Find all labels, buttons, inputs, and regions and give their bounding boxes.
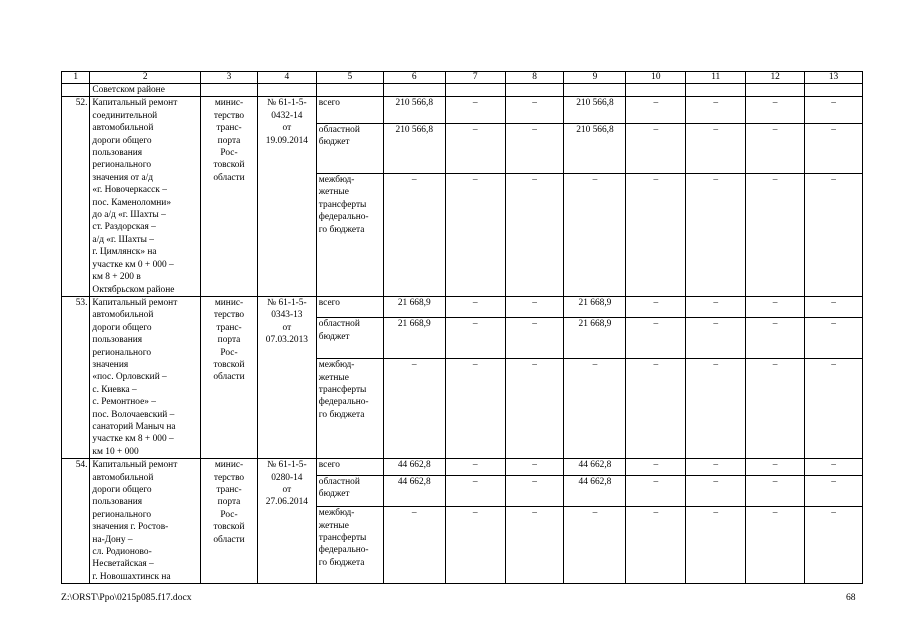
value-col8: – xyxy=(505,97,564,123)
cell-empty xyxy=(257,84,316,97)
value-col6: – xyxy=(383,359,445,459)
value-col12: – xyxy=(746,475,805,507)
value-col12: – xyxy=(746,318,805,359)
value-col13: – xyxy=(805,296,863,317)
value-col13: – xyxy=(805,123,863,173)
value-col7: – xyxy=(445,97,505,123)
cell-empty xyxy=(62,84,90,97)
value-col9: 210 566,8 xyxy=(564,123,626,173)
continuation-row xyxy=(62,84,863,97)
value-col9: 21 668,9 xyxy=(564,296,626,317)
column-number: 5 xyxy=(316,72,383,84)
column-number: 10 xyxy=(626,72,686,84)
cell-empty xyxy=(383,84,445,97)
value-col13: – xyxy=(805,459,863,475)
cell-empty xyxy=(564,84,626,97)
value-col10: – xyxy=(626,173,686,296)
value-col10: – xyxy=(626,475,686,507)
value-col11: – xyxy=(686,173,746,296)
value-col10: – xyxy=(626,459,686,475)
entry-number: 52. xyxy=(62,97,90,297)
value-col11: – xyxy=(686,359,746,459)
value-col10: – xyxy=(626,296,686,317)
value-col11: – xyxy=(686,97,746,123)
value-col6: – xyxy=(383,507,445,584)
cell-empty xyxy=(505,84,564,97)
table-row xyxy=(62,459,863,475)
column-number: 13 xyxy=(805,72,863,84)
funding-source: межбюд- жетные трансферты федерально- го бюджета xyxy=(316,507,383,584)
value-col13: – xyxy=(805,359,863,459)
value-col10: – xyxy=(626,97,686,123)
budget-table xyxy=(61,71,863,584)
value-col7: – xyxy=(445,359,505,459)
value-col13: – xyxy=(805,507,863,584)
value-col11: – xyxy=(686,123,746,173)
value-col11: – xyxy=(686,459,746,475)
funding-source: межбюд- жетные трансферты федерально- го бюджета xyxy=(316,173,383,296)
object-name: Капитальный ремонт соединительной автомобильной дороги общего пользования регионального значения от а/д «г. Новочеркасск – пос. Каменоломни» до а/д «г. Шахты – ст. Раздорская – а/д «г. Шахты – г. Цимлянск» на участке км 0 + 000 – км 8 + 200 в Октябрьском районе xyxy=(90,97,201,297)
file-path: Z:\ORST\Ppo\0215p085.f17.docx xyxy=(61,592,192,603)
value-col12: – xyxy=(746,507,805,584)
table-row xyxy=(62,296,863,317)
entry-number: 53. xyxy=(62,296,90,458)
column-number: 12 xyxy=(746,72,805,84)
value-col9: 44 662,8 xyxy=(564,475,626,507)
value-col12: – xyxy=(746,459,805,475)
value-col7: – xyxy=(445,507,505,584)
funding-source: областной бюджет xyxy=(316,475,383,507)
value-col7: – xyxy=(445,475,505,507)
value-col8: – xyxy=(505,318,564,359)
value-col7: – xyxy=(445,296,505,317)
value-col12: – xyxy=(746,296,805,317)
value-col9: 210 566,8 xyxy=(564,97,626,123)
column-number: 7 xyxy=(445,72,505,84)
executor: минис- терство транс- порта Рос- товской области xyxy=(201,296,258,458)
value-col8: – xyxy=(505,296,564,317)
cell-empty xyxy=(686,84,746,97)
page-number: 68 xyxy=(846,592,856,603)
document-number: № 61-1-5- 0280-14 от 27.06.2014 xyxy=(257,459,316,584)
value-col6: 44 662,8 xyxy=(383,459,445,475)
value-col13: – xyxy=(805,173,863,296)
column-number: 1 xyxy=(62,72,90,84)
column-number: 4 xyxy=(257,72,316,84)
value-col9: – xyxy=(564,359,626,459)
value-col6: 44 662,8 xyxy=(383,475,445,507)
value-col6: 21 668,9 xyxy=(383,318,445,359)
column-number: 3 xyxy=(201,72,258,84)
value-col13: – xyxy=(805,475,863,507)
funding-source: областной бюджет xyxy=(316,123,383,173)
object-name: Капитальный ремонт автомобильной дороги общего пользования регионального значения «пос. Орловский – с. Киевка – с. Ремонтное» – пос. Волочаевский – санаторий Маныч на участке км 8 + 000 – км 10 + 000 xyxy=(90,296,201,458)
cell-empty xyxy=(626,84,686,97)
funding-source: областной бюджет xyxy=(316,318,383,359)
value-col13: – xyxy=(805,97,863,123)
value-col7: – xyxy=(445,173,505,296)
value-col6: 210 566,8 xyxy=(383,123,445,173)
cell-empty xyxy=(201,84,258,97)
value-col11: – xyxy=(686,296,746,317)
value-col9: – xyxy=(564,507,626,584)
cell-empty xyxy=(746,84,805,97)
value-col9: 44 662,8 xyxy=(564,459,626,475)
value-col13: – xyxy=(805,318,863,359)
cell-empty xyxy=(445,84,505,97)
column-number: 2 xyxy=(90,72,201,84)
value-col11: – xyxy=(686,507,746,584)
value-col8: – xyxy=(505,123,564,173)
value-col12: – xyxy=(746,123,805,173)
funding-source: межбюд- жетные трансферты федерально- го бюджета xyxy=(316,359,383,459)
funding-source: всего xyxy=(316,459,383,475)
value-col11: – xyxy=(686,475,746,507)
value-col10: – xyxy=(626,507,686,584)
document-number: № 61-1-5- 0432-14 от 19.09.2014 xyxy=(257,97,316,297)
value-col8: – xyxy=(505,173,564,296)
continuation-text: Советском районе xyxy=(90,84,201,97)
value-col6: 210 566,8 xyxy=(383,97,445,123)
value-col7: – xyxy=(445,123,505,173)
table-row xyxy=(62,97,863,123)
value-col7: – xyxy=(445,318,505,359)
executor: минис- терство транс- порта Рос- товской области xyxy=(201,459,258,584)
value-col8: – xyxy=(505,507,564,584)
entry-number: 54. xyxy=(62,459,90,584)
funding-source: всего xyxy=(316,296,383,317)
value-col8: – xyxy=(505,359,564,459)
column-number: 9 xyxy=(564,72,626,84)
funding-source: всего xyxy=(316,97,383,123)
cell-empty xyxy=(805,84,863,97)
column-number: 6 xyxy=(383,72,445,84)
value-col8: – xyxy=(505,459,564,475)
cell-empty xyxy=(316,84,383,97)
column-number: 8 xyxy=(505,72,564,84)
value-col7: – xyxy=(445,459,505,475)
executor: минис- терство транс- порта Рос- товской области xyxy=(201,97,258,297)
document-number: № 61-1-5- 0343-13 от 07.03.2013 xyxy=(257,296,316,458)
value-col9: – xyxy=(564,173,626,296)
value-col6: – xyxy=(383,173,445,296)
value-col6: 21 668,9 xyxy=(383,296,445,317)
value-col12: – xyxy=(746,359,805,459)
value-col9: 21 668,9 xyxy=(564,318,626,359)
value-col11: – xyxy=(686,318,746,359)
value-col12: – xyxy=(746,97,805,123)
column-numbers-row xyxy=(62,72,863,84)
column-number: 11 xyxy=(686,72,746,84)
object-name: Капитальный ремонт автомобильной дороги общего пользования регионального значения г. Ростов- на-Дону – сл. Родионово- Несветайская – г. Новошахтинск на xyxy=(90,459,201,584)
value-col10: – xyxy=(626,318,686,359)
value-col12: – xyxy=(746,173,805,296)
value-col10: – xyxy=(626,359,686,459)
value-col8: – xyxy=(505,475,564,507)
value-col10: – xyxy=(626,123,686,173)
